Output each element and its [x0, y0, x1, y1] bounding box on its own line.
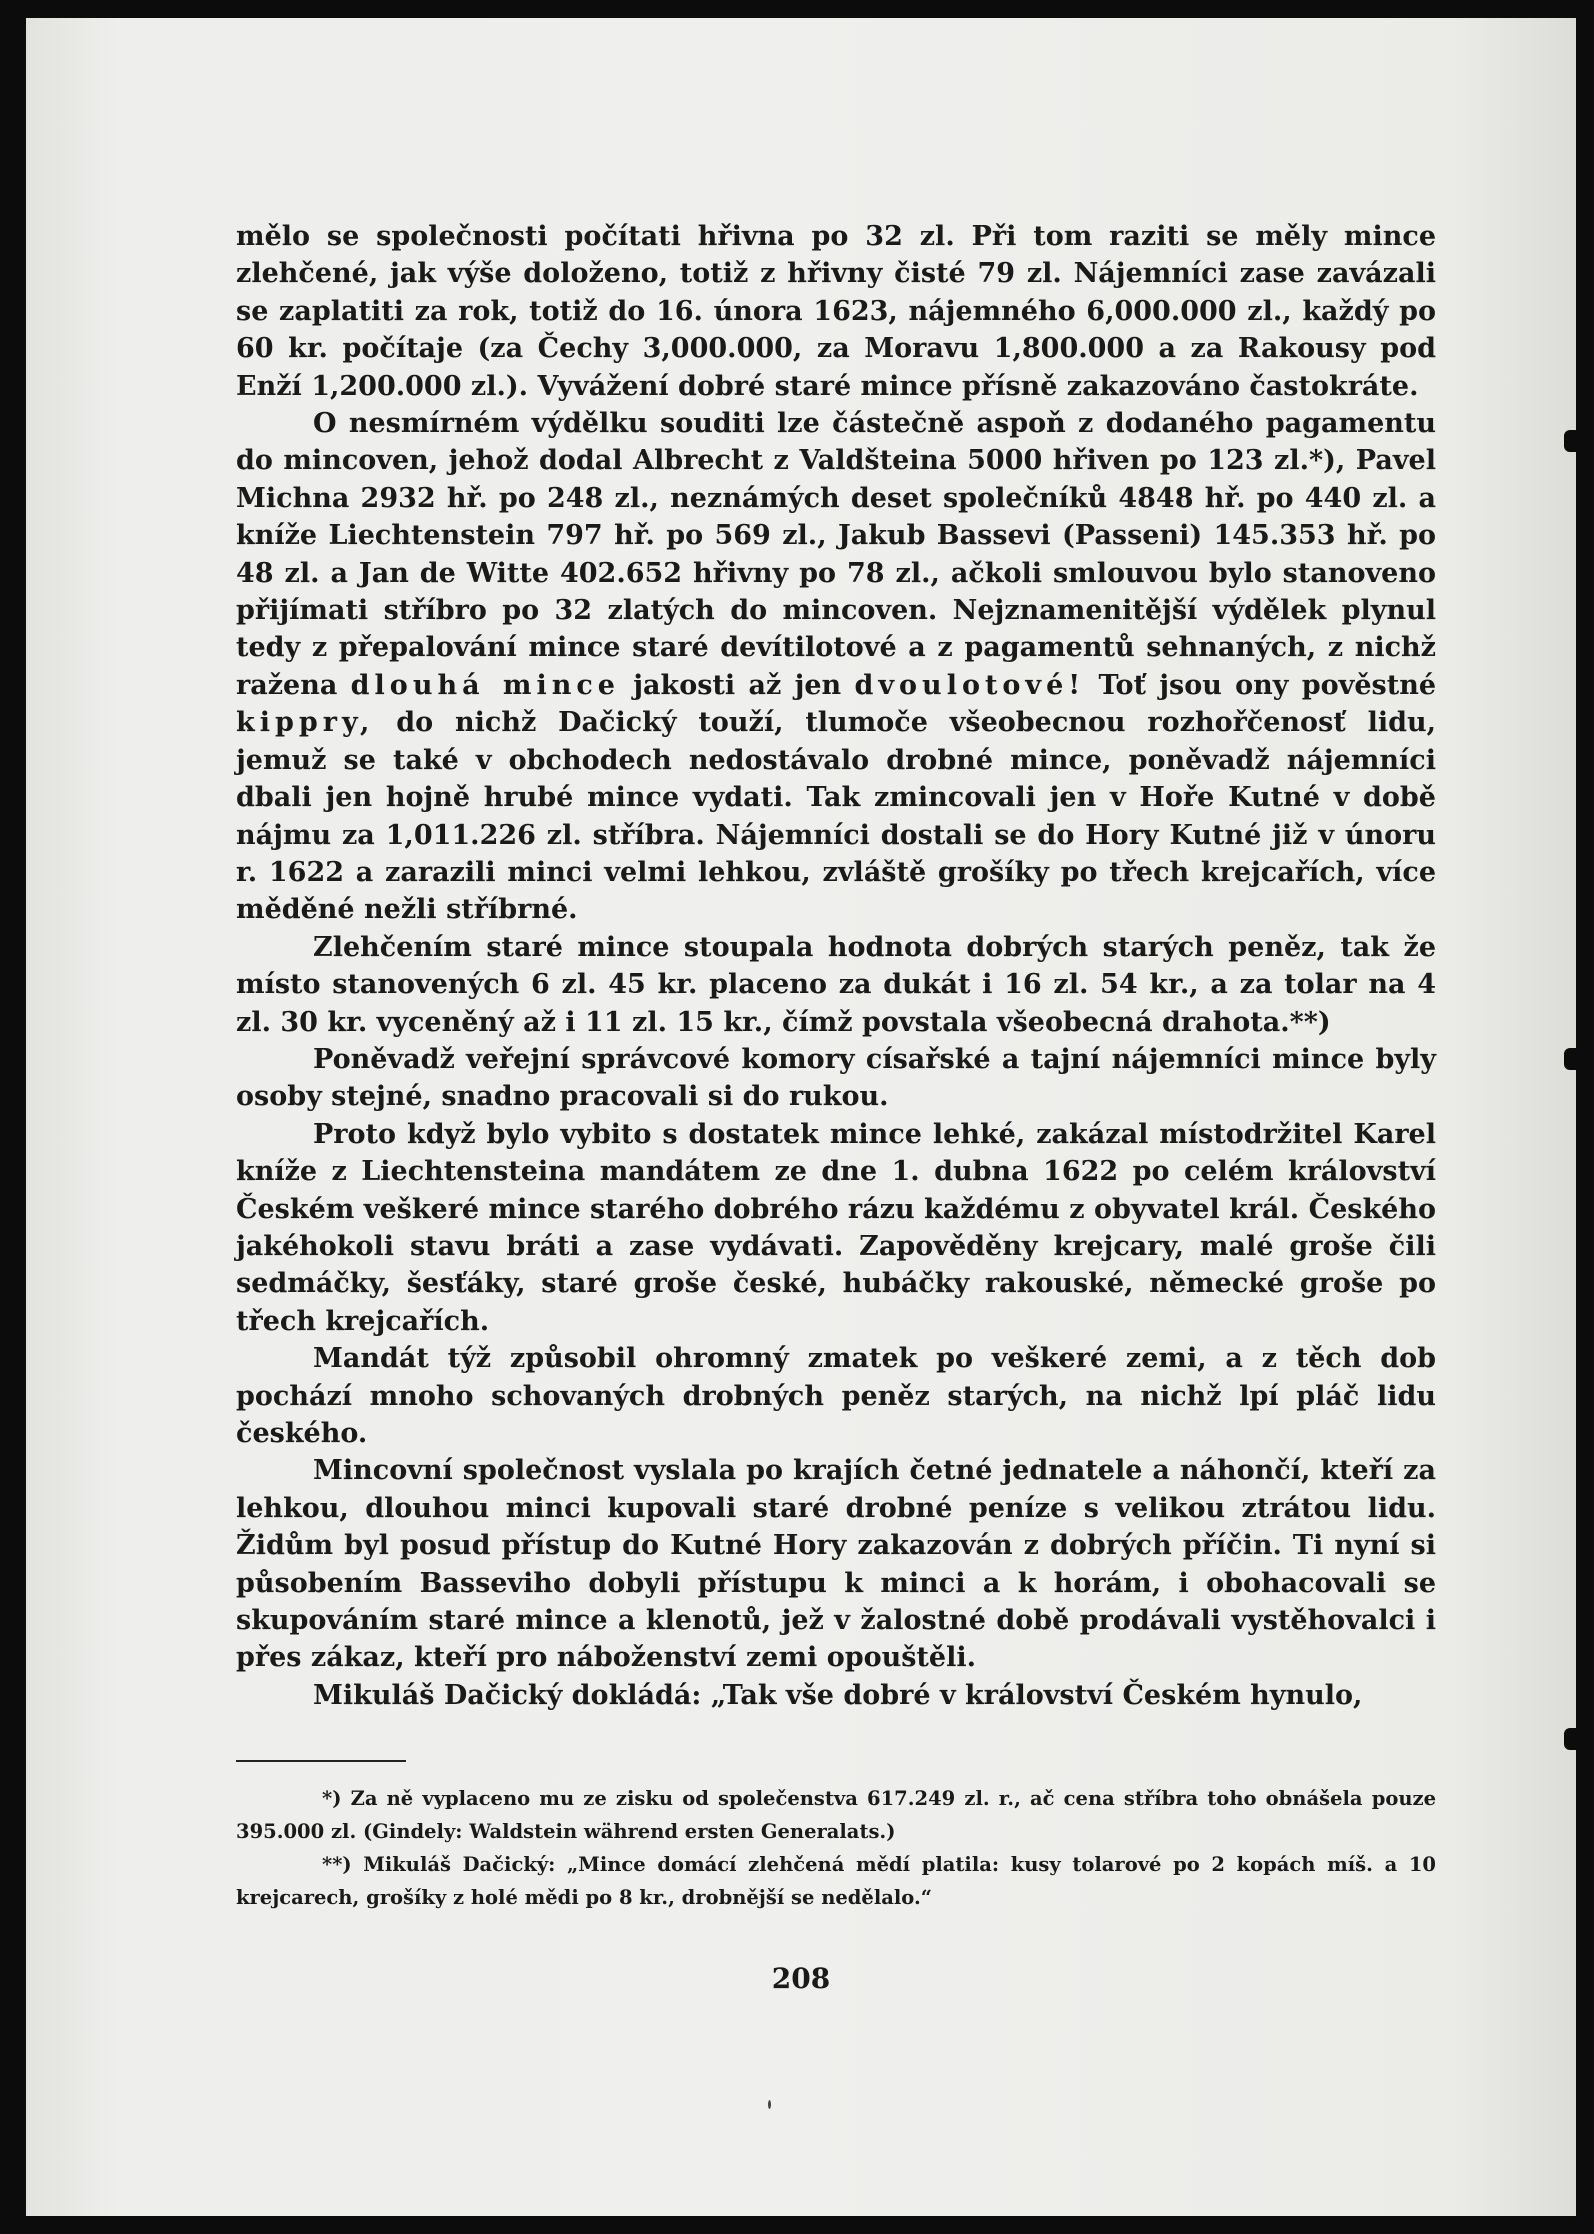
footnote-rule [236, 1760, 406, 1762]
scan-edge-mark [1564, 1728, 1576, 1750]
paragraph-2-mid: jakosti až jen [619, 669, 855, 701]
paragraph-2-head: O nesmírném výdělku souditi lze částečně aspoň z dodaného pagamentu do mincoven, jehož dodal Albrecht z Valdšteina 5000 hřiven po 123 zl.*), Pavel Michna 2932 hř. po 248 zl., neznámých deset společníků 4848 hř. po 440 zl. a kníže Liechtenstein 797 hř. po 569 zl., Jakub Bassevi (Passeni) 145.353 hř. po 48 zl. a Jan de Witte 402.652 hřivny po 78 zl., ačkoli smlouvou bylo stanoveno přijímati stříbro po 32 zlatých do mincoven. Nejznamenitější výdělek plynul tedy z přepalování mince staré devítilotové a z pagamentů sehnaných, z nichž ražena [236, 408, 1436, 701]
emphasis-kippry: kippry, [236, 707, 375, 739]
paragraph-2-mid2: Toť jsou ony pověstné [1085, 669, 1437, 701]
paragraph-8: Mikuláš Dačický dokládá: „Tak vše dobré v království Českém hynulo, [313, 1679, 1363, 1711]
page-number: 208 [771, 1962, 831, 1995]
paragraph-5: Proto když bylo vybito s dostatek mince lehké, zakázal místodržitel Karel kníže z Liechtensteina mandátem ze dne 1. dubna 1622 po celém království Českém veškeré mince starého dobrého rázu každému z obyvatel král. Českého jakéhokoli stavu bráti a zase vydávati. Zapověděny krejcary, malé groše čili sedmáčky, šesťáky, staré groše české, hubáčky rakouské, německé groše po třech krejcařích. [236, 1118, 1436, 1337]
footnotes [236, 1782, 1436, 1914]
paragraph-3: Zlehčením staré mince stoupala hodnota dobrých starých peněz, tak že místo stanovených 6 zl. 45 kr. placeno za dukát i 16 zl. 54 kr., a za tolar na 4 zl. 30 kr. vyceněný až i 11 zl. 15 kr., čímž povstala všeobecná drahota.**) [236, 931, 1436, 1038]
paragraph-2-tail: do nichž Dačický touží, tlumoče všeobecnou rozhořčenosť lidu, jemuž se také v obchodech nedostávalo drobné mince, poněvadž nájemníci dbali jen hojně hrubé mince vydati. Tak zmincovali jen v Hoře Kutné v době nájmu za 1,011.226 zl. stříbra. Nájemníci dostali se do Hory Kutné již v únoru r. 1622 a zarazili minci velmi lehkou, zvláště grošíky po třech krejcařích, více měděné nežli stříbrné. [236, 707, 1436, 926]
paragraph-7: Mincovní společnost vyslala po krajích četné jednatele a náhončí, kteří za lehkou, dlouhou minci kupovali staré drobné peníze s velikou ztrátou lidu. Židům byl posud přístup do Kutné Hory zakazován z dobrých příčin. Ti nyní si působením Basseviho dobyli přístupu k minci a k horám, i obohacovali se skupováním staré mince a klenotů, jež v žalostné době prodávali vystěhovalci i přes zákaz, kteří pro náboženství zemi opouštěli. [236, 1455, 1436, 1674]
footnote-1: *) Za ně vyplaceno mu ze zisku od společenstva 617.249 zl. r., ač cena stříbra toho obnášela pouze 395.000 zl. (Gindely: Waldstein während ersten Generalats.) [236, 1787, 1436, 1843]
paragraph-4: Poněvadž veřejní správcové komory císařské a tajní nájemníci mince byly osoby stejné, snadno pracovali si do rukou. [236, 1043, 1436, 1113]
paragraph-6: Mandát týž způsobil ohromný zmatek po veškeré zemi, a z těch dob pochází mnoho schovaných drobných peněz starých, na nichž lpí pláč lidu českého. [236, 1343, 1436, 1449]
scan-speck [768, 2100, 771, 2109]
book-page [26, 18, 1576, 2216]
scan-edge-mark [1564, 1048, 1576, 1070]
emphasis-dvoulotove: dvoulotové! [854, 669, 1086, 701]
paragraph-1: mělo se společnosti počítati hřivna po 32 zl. Při tom raziti se měly mince zlehčené, jak výše doloženo, totiž z hřivny čisté 79 zl. Nájemníci zase zavázali se zaplatiti za rok, totiž do 16. února 1623, nájemného 6,000.000 zl., každý po 60 kr. počítaje (za Čechy 3,000.000, za Moravu 1,800.000 a za Rakousy pod Enží 1,200.000 zl.). Vyvážení dobré staré mince přísně zakazováno častokráte. [236, 221, 1436, 402]
paragraph-2 [236, 405, 1436, 929]
body-text [236, 218, 1436, 1714]
footnote-2: **) Mikuláš Dačický: „Mince domácí zlehčená mědí platila: kusy tolarové po 2 kopách míš. a 10 krejcarech, grošíky z holé mědi po 8 kr., drobnější se nedělalo.“ [236, 1853, 1436, 1909]
emphasis-dlouha-mince: dlouhá mince [350, 669, 620, 701]
scan-edge-mark [1564, 430, 1576, 452]
